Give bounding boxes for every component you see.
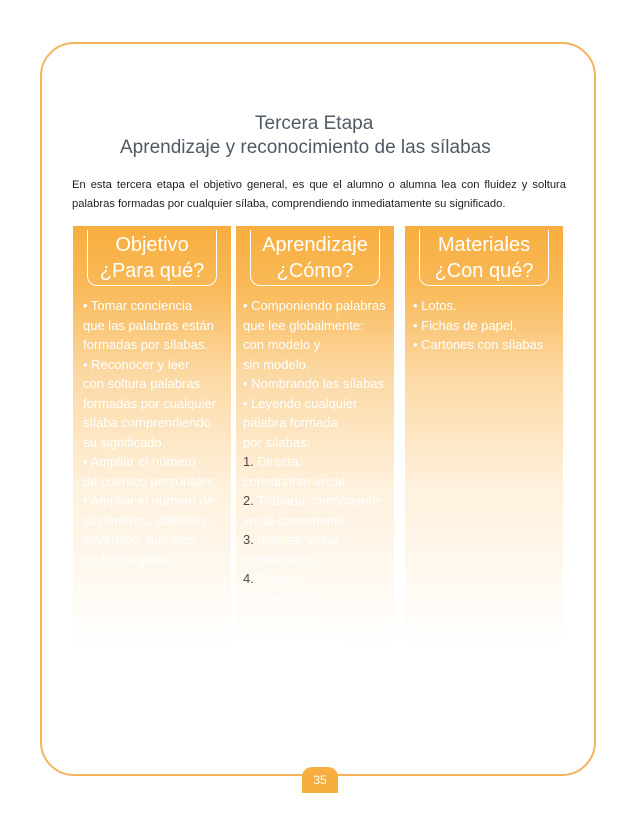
text-line: con soltura palabras <box>83 376 201 391</box>
column-heading: Aprendizaje <box>262 234 368 256</box>
column-materiales <box>405 226 563 646</box>
column-objetivo <box>73 226 231 646</box>
column-question: ¿Con qué? <box>434 260 534 282</box>
text-line: • Cartones con sílabas <box>413 337 544 352</box>
text-line: su significado. <box>83 434 166 450</box>
page-number: 35 <box>302 767 338 793</box>
stage-title: Tercera Etapa <box>255 113 374 134</box>
item-text: consonante-vocal. <box>243 629 349 645</box>
column-header <box>405 230 563 290</box>
column-heading: Objetivo <box>115 234 189 256</box>
item-number: 3. <box>243 532 254 547</box>
text-line: • Ampliar el número de <box>83 493 215 508</box>
numbered-line <box>243 608 395 628</box>
text-line: adverbios, que leen <box>83 532 197 547</box>
text-line: • Reconocer y leer <box>83 356 190 372</box>
column-header <box>73 230 231 290</box>
text-line: formadas por sílabas. <box>83 337 209 352</box>
text-line: • Ampliar el número <box>83 454 196 469</box>
intro-paragraph: En esta tercera etapa el objetivo general, es que el alumno o alumna lea con fluidez y soltura palabras formadas por cualquier sílaba, comprendiendo inmediatamente su significado. <box>72 179 566 210</box>
column-heading: Materiales <box>437 234 531 256</box>
numbered-line <box>243 569 395 589</box>
text-line: que las palabras están <box>83 317 214 333</box>
numbered-line <box>243 550 395 570</box>
item-text: consonante. <box>243 551 314 567</box>
text-line: • Tomar conciencia <box>83 298 193 313</box>
column-body <box>243 296 395 647</box>
item-text: Inversa: vocal, <box>253 532 342 547</box>
text-line: • Leyendo cualquier <box>243 395 358 411</box>
text-line: en forma global. <box>83 551 177 567</box>
text-line: formadas por cualquier <box>83 395 216 411</box>
numbered-line <box>243 589 395 609</box>
text-line: por sílabas: <box>243 434 311 450</box>
text-line: • Componiendo palabras <box>243 298 386 313</box>
text-line: sin modelo. <box>243 356 310 372</box>
item-number: 4. <box>243 571 254 586</box>
item-text: consonánticos: <box>243 590 330 606</box>
column-question: ¿Cómo? <box>276 260 354 282</box>
text-line: de cuentos personales. <box>83 473 218 489</box>
column-header <box>236 230 394 290</box>
text-line: • Lotos. <box>413 298 457 313</box>
numbered-line <box>243 628 395 648</box>
text-line: sílaba comprendiendo <box>83 415 211 430</box>
text-line: sustantivos, adjetivos, <box>83 512 211 528</box>
item-number: 1. <box>243 454 254 469</box>
numbered-line <box>243 452 395 472</box>
numbered-line <box>243 530 395 550</box>
item-text: Grupos <box>253 571 301 586</box>
text-line: palabra formada <box>243 415 338 430</box>
item-text: vocal-consonante. <box>243 512 349 528</box>
text-line: que lee globalmente: <box>243 317 364 333</box>
numbered-line <box>243 491 395 511</box>
column-body <box>413 296 565 355</box>
column-question: ¿Para qué? <box>99 260 205 282</box>
column-body <box>83 296 235 569</box>
item-text: Directa: <box>253 454 303 469</box>
numbered-line <box>243 472 395 492</box>
item-text: consonante- <box>243 610 315 625</box>
item-text: consonante-vocal. <box>243 473 349 489</box>
item-text: Trabada: consonante- <box>253 493 384 508</box>
text-line: con modelo y <box>243 337 321 352</box>
stage-subtitle: Aprendizaje y reconocimiento de las sílabas <box>120 137 491 158</box>
text-line: • Fichas de papel. <box>413 317 517 333</box>
column-aprendizaje <box>236 226 394 646</box>
item-number: 2. <box>243 493 254 508</box>
numbered-line <box>243 511 395 531</box>
text-line: • Nombrando las sílabas <box>243 376 385 391</box>
